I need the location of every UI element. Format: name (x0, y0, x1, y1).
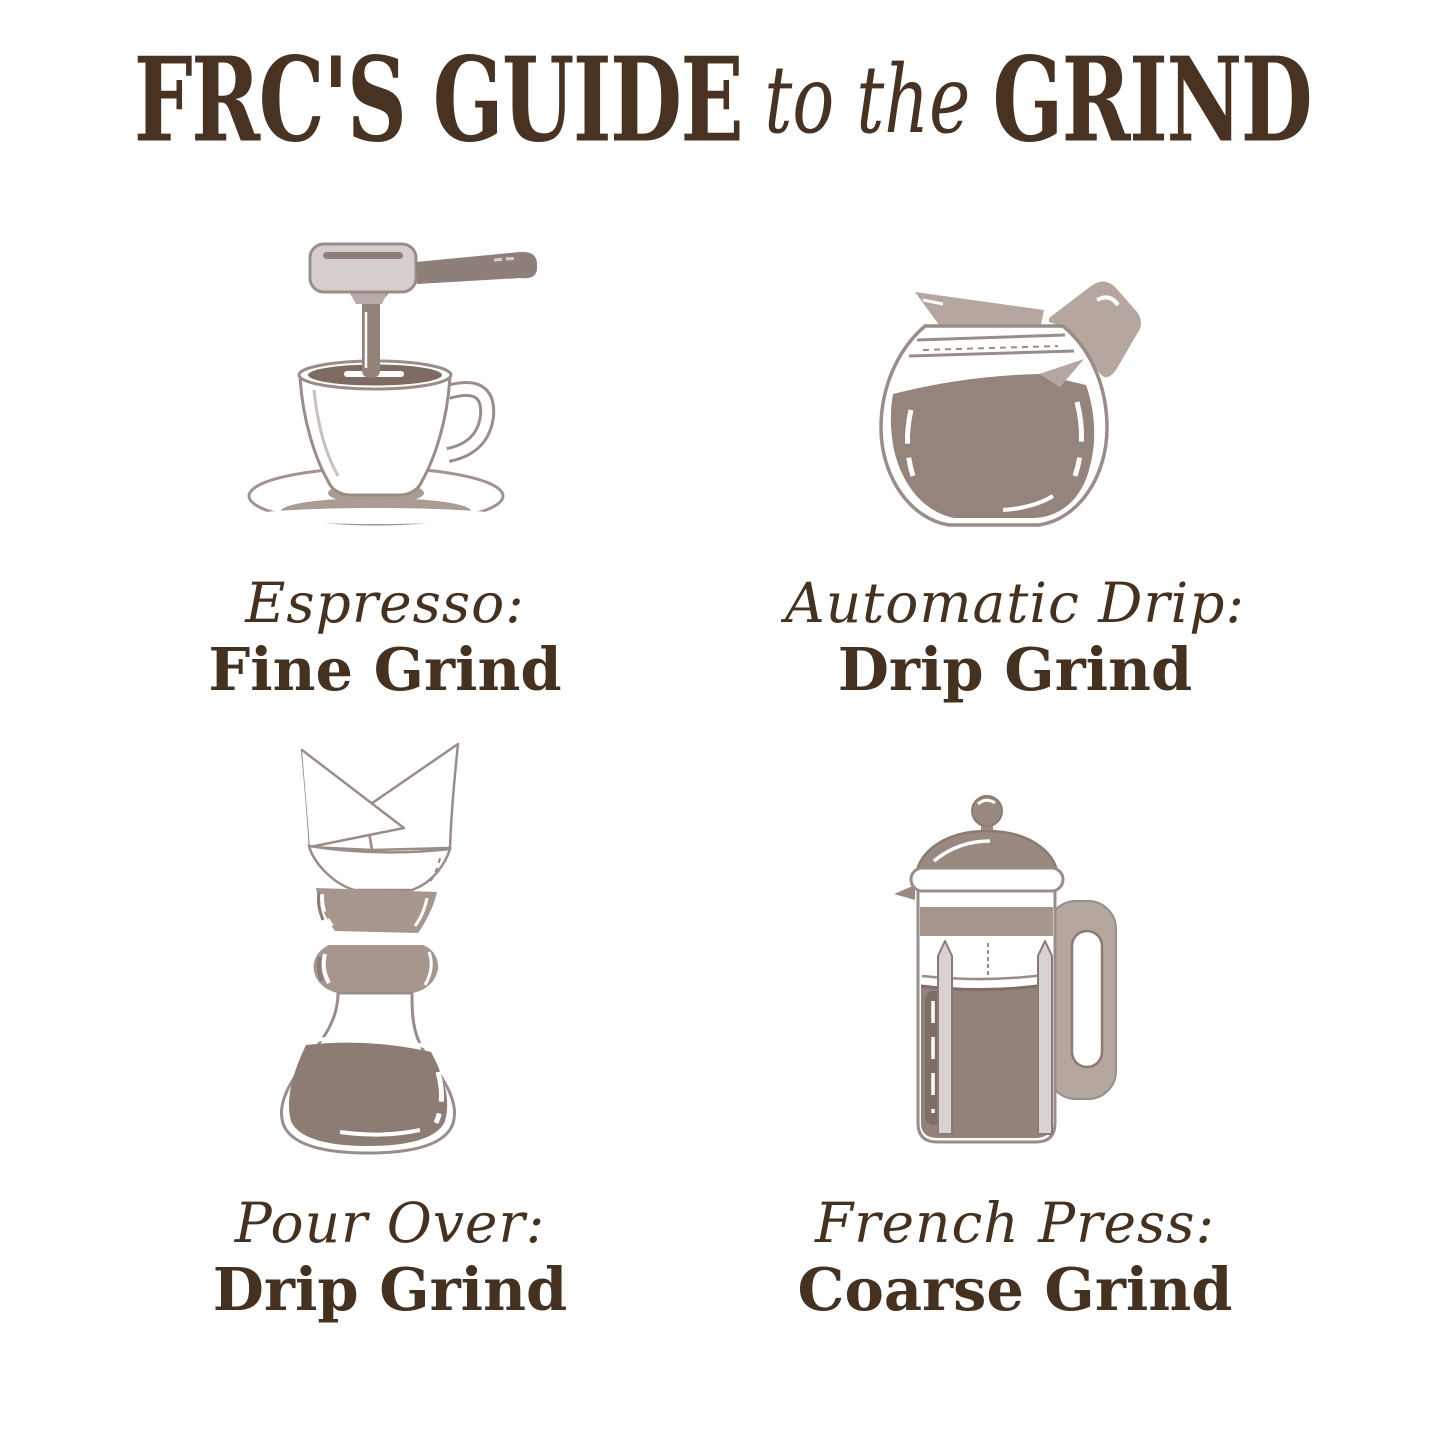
automatic-drip-label (775, 570, 1255, 704)
pour-over-chemex-icon (252, 742, 484, 1184)
french-press-label (775, 1190, 1255, 1324)
grind-type: Fine Grind (208, 635, 562, 704)
grind-type: Coarse Grind (797, 1255, 1233, 1324)
french-press-illustration (878, 793, 1120, 1185)
french-press-icon (878, 793, 1120, 1185)
grind-type: Drip Grind (837, 635, 1193, 704)
method-name: Espresso: (245, 571, 525, 635)
coffee-carafe-icon (853, 260, 1145, 546)
title-prefix: FRC'S GUIDE (133, 32, 743, 169)
method-name: French Press: (815, 1191, 1215, 1255)
espresso-portafilter-cup-icon (226, 220, 546, 542)
method-name: Automatic Drip: (785, 571, 1245, 635)
pour-over-illustration (252, 742, 484, 1184)
grind-type: Drip Grind (212, 1255, 568, 1324)
espresso-label (165, 570, 605, 704)
espresso-illustration (226, 220, 546, 542)
carafe-illustration (853, 260, 1145, 546)
page-title (133, 32, 1312, 169)
pour-over-label (170, 1190, 610, 1324)
method-name: Pour Over: (234, 1191, 546, 1255)
title-connector: to the (764, 46, 971, 155)
title-suffix: GRIND (992, 32, 1312, 169)
